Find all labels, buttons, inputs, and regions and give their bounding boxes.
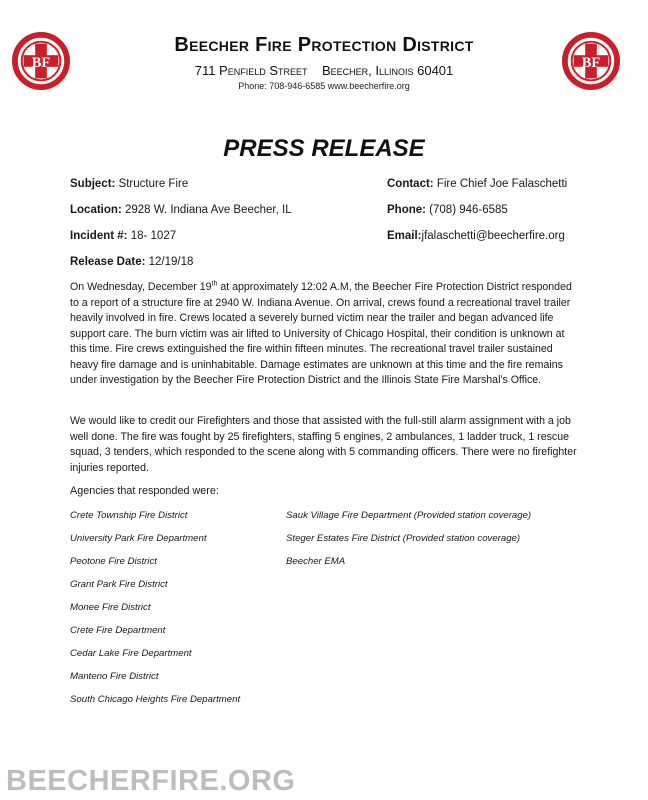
subject-field xyxy=(70,178,188,190)
phone-value: (708) 946-6585 xyxy=(425,204,508,216)
page-title: PRESS RELEASE xyxy=(223,135,425,162)
incident-value: 18- 1027 xyxy=(127,230,177,242)
agencies-heading: Agencies that responded were: xyxy=(70,485,219,497)
agency-item: Crete Fire Department xyxy=(70,625,166,636)
release-date-field xyxy=(70,256,193,268)
organization-address: 711 Penfield Street Beecher, Illinois 60401 xyxy=(194,63,454,78)
email-value: jfalaschetti@beecherfire.org xyxy=(421,230,565,242)
narrative-rest: at approximately 12:02 A.M, the Beecher Fire Protection District responded to a report of a structure fire at 2940 W. Indiana Avenue. On arrival, crews found a recreational travel trailer heavily involved in fire. Crews located a severely burned victim near the trailer and began advanced life support care. The burn victim was air lifted to University of Chicago Hospital, their condition is unknown at this time. Fire crews extinguished the fire within fifteen minutes. The recreational travel trailer sustained heavy fire damage and is uninhabitable. Damage estimates are unknown at this time and the fire remains under investigation by the Beecher Fire Protection District and the Illinois State Fire Marshal's Office. xyxy=(70,281,572,386)
email-field xyxy=(387,230,565,242)
narrative-start: On Wednesday, December 19 xyxy=(70,281,212,293)
agency-item: Monee Fire District xyxy=(70,602,151,613)
release-date-value: 12/19/18 xyxy=(145,256,194,268)
organization-contact: Phone: 708-946-6585 www.beecherfire.org xyxy=(238,81,410,91)
incident-narrative xyxy=(70,280,582,389)
acknowledgement-paragraph: We would like to credit our Firefighters and those that assisted with the full-still alarm assignment with a job well done. The fire was fought by 25 firefighters, staffing 5 engines, 2 ambulances, 1 ladder truck, 1 rescue squad, 3 tenders, which responded to the scene along with 5 commanding officers. There were no firefighter injuries reported. xyxy=(70,415,577,474)
agency-item: Cedar Lake Fire Department xyxy=(70,648,192,659)
agency-item: Beecher EMA xyxy=(286,556,346,567)
subject-value: Structure Fire xyxy=(115,178,189,190)
contact-value: Fire Chief Joe Falaschetti xyxy=(433,178,568,190)
incident-field xyxy=(70,230,176,242)
svg-text:BF: BF xyxy=(31,54,51,71)
agency-item: South Chicago Heights Fire Department xyxy=(70,694,241,705)
contact-field xyxy=(387,178,567,190)
website-watermark: BEECHERFIRE.ORG xyxy=(6,765,296,797)
agency-item: Sauk Village Fire Department (Provided station coverage) xyxy=(286,510,532,521)
incident-label: Incident #: xyxy=(70,230,128,242)
agency-item: Grant Park Fire District xyxy=(70,579,168,590)
agency-item: Manteno Fire District xyxy=(70,671,159,682)
contact-label: Contact: xyxy=(387,178,434,190)
agency-item: University Park Fire Department xyxy=(70,533,207,544)
agency-item: Peotone Fire District xyxy=(70,556,157,567)
phone-field xyxy=(387,204,508,216)
release-date-label: Release Date: xyxy=(70,256,146,268)
svg-text:BF: BF xyxy=(581,54,601,71)
date-suffix: th xyxy=(211,280,218,288)
location-field xyxy=(70,204,292,216)
location-label: Location: xyxy=(70,204,122,216)
agency-item: Crete Township Fire District xyxy=(70,510,188,521)
subject-label: Subject: xyxy=(70,178,116,190)
phone-label: Phone: xyxy=(387,204,426,216)
agency-item: Steger Estates Fire District (Provided station coverage) xyxy=(286,533,521,544)
organization-name: Beecher Fire Protection District xyxy=(174,34,474,56)
email-label: Email: xyxy=(387,230,422,242)
location-value: 2928 W. Indiana Ave Beecher, IL xyxy=(121,204,292,216)
